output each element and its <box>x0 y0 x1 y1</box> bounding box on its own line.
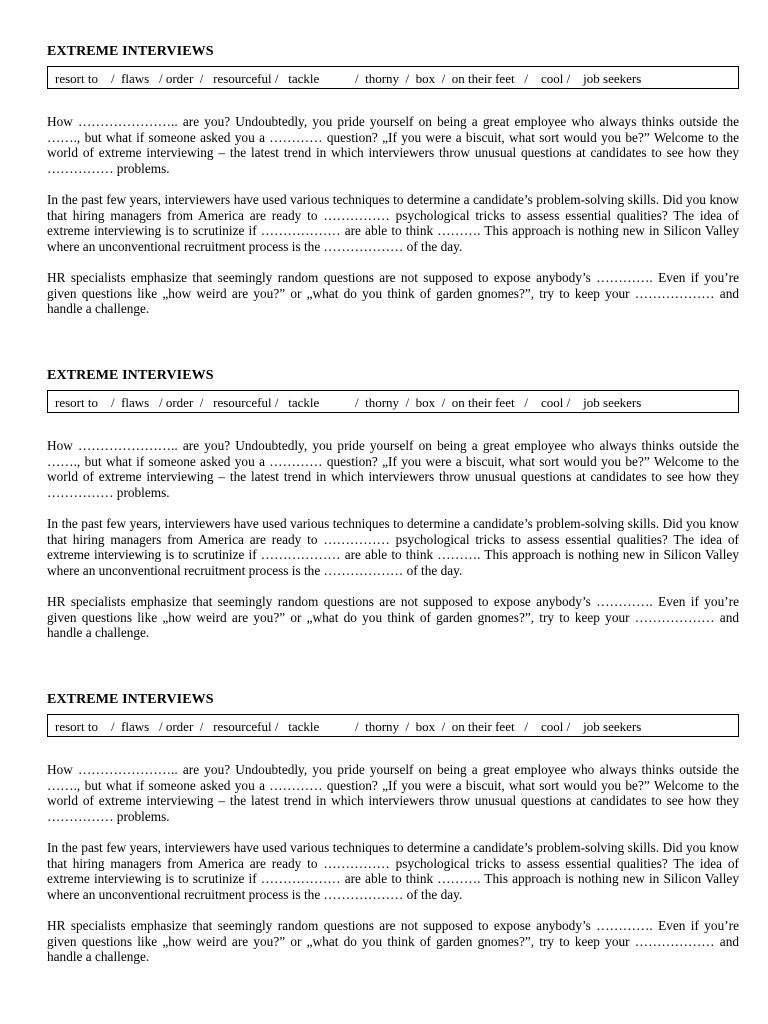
paragraph-3: HR specialists emphasize that seemingly random questions are not supposed to expose anybody’s …………. Even if you’re given questions like „how weird are you?” or „what do you think of garden gnomes?”, try to keep your ……………… and handle a challenge. <box>47 918 739 964</box>
paragraph-3: HR specialists emphasize that seemingly random questions are not supposed to expose anybody’s …………. Even if you’re given questions like „how weird are you?” or „what do you think of garden gnomes?”, try to keep your ……………… and handle a challenge. <box>47 270 739 316</box>
worksheet-title: EXTREME INTERVIEWS <box>47 692 214 707</box>
worksheet-section-3 <box>47 692 739 965</box>
paragraph-3: HR specialists emphasize that seemingly random questions are not supposed to expose anybody’s …………. Even if you’re given questions like „how weird are you?” or „what do you think of garden gnomes?”, try to keep your ……………… and handle a challenge. <box>47 594 739 640</box>
word-bank-box: resort to / flaws / order / resourceful / tackle / thorny / box / on their feet / cool / job seekers <box>47 390 739 413</box>
paragraph-2: In the past few years, interviewers have used various techniques to determine a candidate’s problem-solving skills. Did you know that hiring managers from America are ready to …………… psychological tricks to assess essential qualities? The idea of extreme interviewing is to scrutinize if ……………… are able to think ………. This approach is nothing new in Silicon Valley where an unconventional recruitment process is the ……………… of the day. <box>47 840 739 902</box>
paragraph-1: How ………………….. are you? Undoubtedly, you pride yourself on being a great employee who always thinks outside the ……., but what if someone asked you a ………… question? „If you were a biscuit, what sort would you be?” Welcome to the world of extreme interviewing – the latest trend in which interviewers throw unusual questions at candidates to see how they …………… problems. <box>47 114 739 176</box>
worksheet-title: EXTREME INTERVIEWS <box>47 44 214 59</box>
paragraph-2: In the past few years, interviewers have used various techniques to determine a candidate’s problem-solving skills. Did you know that hiring managers from America are ready to …………… psychological tricks to assess essential qualities? The idea of extreme interviewing is to scrutinize if ……………… are able to think ………. This approach is nothing new in Silicon Valley where an unconventional recruitment process is the ……………… of the day. <box>47 516 739 578</box>
word-bank-box: resort to / flaws / order / resourceful / tackle / thorny / box / on their feet / cool / job seekers <box>47 66 739 89</box>
paragraph-1: How ………………….. are you? Undoubtedly, you pride yourself on being a great employee who always thinks outside the ……., but what if someone asked you a ………… question? „If you were a biscuit, what sort would you be?” Welcome to the world of extreme interviewing – the latest trend in which interviewers throw unusual questions at candidates to see how they …………… problems. <box>47 438 739 500</box>
paragraph-2: In the past few years, interviewers have used various techniques to determine a candidate’s problem-solving skills. Did you know that hiring managers from America are ready to …………… psychological tricks to assess essential qualities? The idea of extreme interviewing is to scrutinize if ……………… are able to think ………. This approach is nothing new in Silicon Valley where an unconventional recruitment process is the ……………… of the day. <box>47 192 739 254</box>
paragraph-1: How ………………….. are you? Undoubtedly, you pride yourself on being a great employee who always thinks outside the ……., but what if someone asked you a ………… question? „If you were a biscuit, what sort would you be?” Welcome to the world of extreme interviewing – the latest trend in which interviewers throw unusual questions at candidates to see how they …………… problems. <box>47 762 739 824</box>
worksheet-section-2 <box>47 368 739 641</box>
worksheet-title: EXTREME INTERVIEWS <box>47 368 214 383</box>
word-bank-box: resort to / flaws / order / resourceful / tackle / thorny / box / on their feet / cool / job seekers <box>47 714 739 737</box>
worksheet-section-1 <box>47 44 739 317</box>
